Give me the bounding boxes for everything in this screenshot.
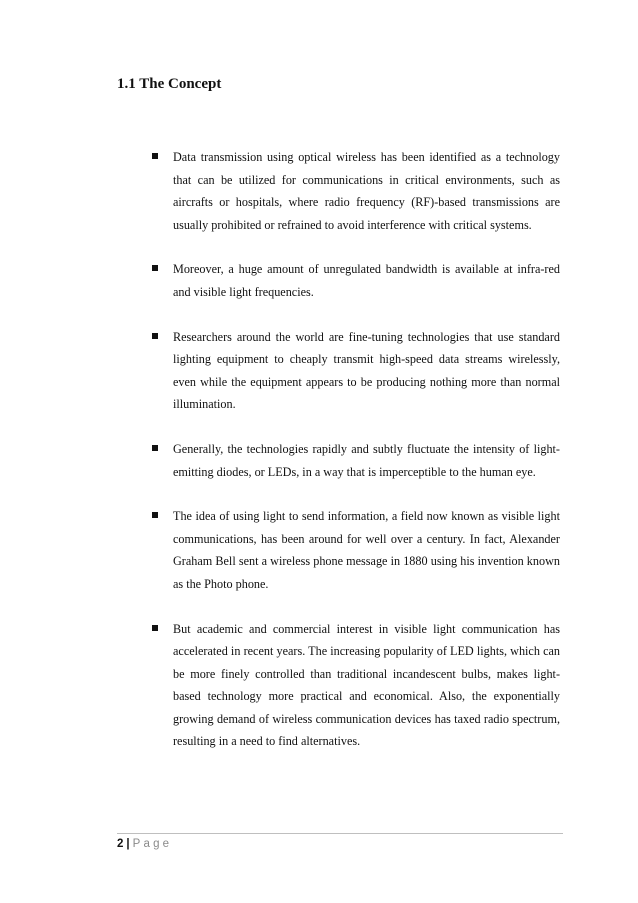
bullet-item-3 bbox=[152, 326, 560, 416]
square-bullet-icon bbox=[152, 265, 158, 271]
page-label: Page bbox=[132, 838, 173, 850]
square-bullet-icon bbox=[152, 153, 158, 159]
bullet-item-4 bbox=[152, 438, 560, 483]
bullet-text: But academic and commercial interest in visible light communication has accelerated in recent years. The increasing popularity of LED lights, which can be more finely controlled than traditional incandescent bulbs, makes light-based technology more practical and economical. Also, the exponentially growing demand of wireless communication devices has taxed radio spectrum, resulting in a need to find alternatives. bbox=[173, 621, 560, 749]
page-footer bbox=[117, 836, 172, 852]
bullet-item-2 bbox=[152, 258, 560, 303]
section-heading: 1.1 The Concept bbox=[117, 76, 222, 92]
bullet-text: Researchers around the world are fine-tuning technologies that use standard lighting equipment to cheaply transmit high-speed data streams wirelessly, even while the equipment appears to be producing nothing more than normal illumination. bbox=[173, 329, 560, 412]
square-bullet-icon bbox=[152, 625, 158, 631]
bullet-item-1 bbox=[152, 146, 560, 236]
footer-separator: | bbox=[126, 838, 130, 850]
square-bullet-icon bbox=[152, 445, 158, 451]
page-number: 2 bbox=[117, 838, 124, 850]
bullet-text: Generally, the technologies rapidly and subtly fluctuate the intensity of light-emitting diodes, or LEDs, in a way that is imperceptible to the human eye. bbox=[173, 441, 560, 479]
square-bullet-icon bbox=[152, 333, 158, 339]
bullet-text: Moreover, a huge amount of unregulated bandwidth is available at infra-red and visible light frequencies. bbox=[173, 262, 560, 299]
bullet-text: Data transmission using optical wireless has been identified as a technology that can be utilized for communications in critical environments, such as aircrafts or hospitals, where radio frequency (RF)-based transmissions are usually prohibited or refrained to avoid interference with critical systems. bbox=[173, 150, 560, 232]
square-bullet-icon bbox=[152, 512, 158, 518]
bullet-text: The idea of using light to send information, a field now known as visible light communications, has been around for well over a century. In fact, Alexander Graham Bell sent a wireless phone message in 1880 using his invention known as the Photo phone. bbox=[173, 509, 560, 591]
bullet-item-6 bbox=[152, 618, 560, 754]
bullet-item-5 bbox=[152, 505, 560, 595]
bullet-list bbox=[152, 146, 560, 753]
footer-divider bbox=[117, 833, 563, 834]
